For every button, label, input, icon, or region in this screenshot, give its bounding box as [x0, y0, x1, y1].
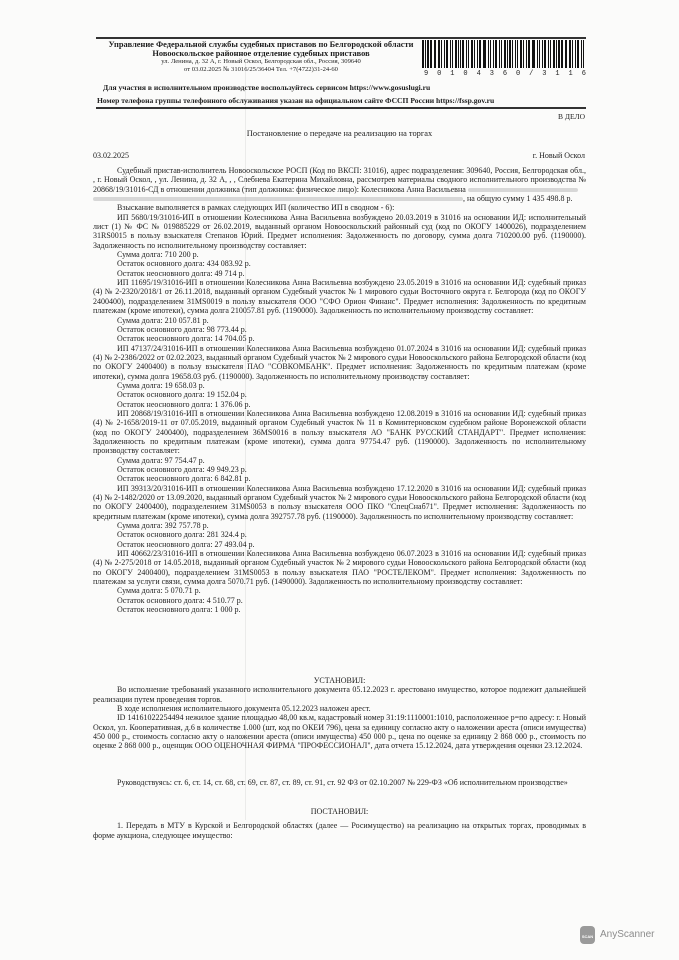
debt-sum: Сумма долга: 710 200 р.	[117, 250, 199, 260]
barcode-bar	[427, 40, 428, 68]
guided-section	[93, 778, 586, 787]
barcode-bar	[450, 40, 451, 68]
barcode-bar	[455, 40, 457, 68]
org-name: Управление Федеральной службы судебных приставов по Белгородской области	[108, 40, 414, 49]
debt-sum: Сумма долга: 392 757.78 р.	[117, 521, 209, 531]
barcode-bar	[553, 40, 555, 68]
barcode-bar	[452, 40, 453, 68]
barcode-bar	[493, 40, 494, 68]
barcode-bar	[458, 40, 459, 68]
proceeding-paragraph: ИП 20868/19/31016-ИП в отношении Колесникова Анна Васильевна возбуждено 12.08.2019 в 31016 на основании ИД: судебный приказ (4) № 2-1658/2019-11 от 07.05.2019, выданный органом Судебный участок № 11 в Коминтерновском судебном районе Воронежской области (код по ОКОГУ 2400400), подразделением 36MS0016 в пользу взыскателя АО "БАНК РУССКИЙ СТАНДАРТ". Предмет исполнения: Задолженность по кредитным платежам (кроме ипотеки), сумма долга 97754.47 руб. (1190000). Задолженность по исполнительному производству составляет:	[93, 408, 586, 456]
main-debt-remainder: Остаток основного долга: 281 324.4 р.	[117, 530, 247, 540]
established-section	[93, 676, 586, 751]
document-city: г. Новый Оскол	[532, 151, 585, 160]
barcode-digits	[424, 70, 586, 78]
barcode-digit: 1	[568, 70, 573, 78]
barcode-bar	[575, 40, 576, 68]
barcode-bar	[466, 40, 467, 68]
proceeding-paragraph: ИП 11695/19/31016-ИП в отношении Колесникова Анна Васильевна возбуждено 23.05.2019 в 31016 на основании ИД: судебный приказ (4) № 2-2320/2018/1 от 26.11.2018, выданный органом Судебный участок № 1 мирового судьи Восточного округа г. Белгорода (код по ОКОГУ 2400400), подразделением 31MS0019 в пользу взыскателя ООО "СФО Орион Финанс". Предмет исполнения: Задолженность по кредитным платежам (кроме ипотеки), сумма долга 210057.81 руб. (1190000). Задолженность по исполнительному производству составляет:	[93, 278, 586, 316]
barcode-bar	[471, 40, 473, 68]
barcode-bar	[544, 40, 546, 68]
anyscanner-logo-icon: SCAN	[580, 926, 595, 944]
barcode-bar	[512, 40, 514, 68]
guided-text: Руководствуясь: ст. 6, ст. 14, ст. 68, ст. 69, ст. 87, ст. 89, ст. 91, ст. 92 ФЗ от 02.10.2007 № 229-ФЗ «Об исполнительном производстве»	[117, 778, 568, 787]
debt-sum: Сумма долга: 5 070.71 р.	[117, 586, 201, 596]
barcode-bar	[572, 40, 573, 68]
total-sum: , на общую сумму 1 435 498.8 р.	[463, 194, 573, 204]
established-p2: В ходе исполнения исполнительного документа 05.12.2023 наложен арест.	[117, 704, 371, 714]
barcode-bar	[477, 40, 478, 68]
main-debt-remainder: Остаток основного долга: 4 510.77 р.	[117, 595, 243, 605]
barcode-bar	[507, 40, 508, 68]
resolved-item-1: 1. Передать в МТУ в Курской и Белгородской областях (далее — Росимущество) на реализацию на открытых торгах, проводимых в форме аукциона, следующее имущество:	[93, 821, 586, 840]
non-main-debt-remainder: Остаток неосновного долга: 1 376.06 р.	[117, 399, 251, 409]
non-main-debt-remainder: Остаток неосновного долга: 49 714 р.	[117, 268, 245, 278]
established-heading: УСТАНОВИЛ:	[313, 676, 366, 685]
barcode-bar	[468, 40, 469, 68]
document-body	[93, 166, 586, 615]
barcode-bar	[504, 40, 506, 68]
barcode-bar	[422, 40, 424, 68]
barcode-bar	[444, 40, 445, 68]
barcode-bar	[425, 40, 426, 68]
debt-sum: Сумма долга: 210 057.81 р.	[117, 315, 209, 325]
redacted-block	[468, 188, 578, 192]
barcode-bar	[569, 40, 571, 68]
barcode-bar	[542, 40, 543, 68]
collection-note: Взыскание выполняется в рамках следующих ИП (количество ИП в сводном - 6):	[117, 203, 395, 213]
phone-note: Номер телефона группы телефонного обслуживания указан на официальном сайте ФССП России https://fssp.gov.ru	[97, 96, 495, 105]
anyscanner-watermark: AnyScanner	[600, 929, 655, 940]
barcode-bar	[484, 40, 485, 68]
barcode-bar	[462, 40, 464, 68]
barcode-bar	[474, 40, 475, 68]
document-title: Постановление о передаче на реализацию на торгах	[246, 129, 433, 138]
non-main-debt-remainder: Остаток неосновного долга: 6 842.81 р.	[117, 474, 251, 484]
intro-text: Судебный пристав-исполнитель Новооскольское РОСП (Код по ВКСП: 31016), адрес подразделения: 309640, Россия, Белгородская обл., , г. Новый Оскол, , ул. Ленина, д. 32 А, , , Слебнева Екатерина Михайловна, рассмотрев материалы сводного исполнительного производства № 20868/19/31016-СД в отношении должника (тип должника: физическое лицо): Колесникова Анна Васильевна	[93, 166, 586, 194]
barcode-bar	[583, 40, 584, 68]
barcode-bar	[556, 40, 557, 68]
barcode-bar	[539, 40, 540, 68]
barcode-bar	[537, 40, 539, 68]
barcode-digit: 4	[476, 70, 481, 78]
debt-sum: Сумма долга: 97 754.47 р.	[117, 455, 205, 465]
barcode-bar	[495, 40, 497, 68]
barcode-digit: /	[529, 70, 534, 78]
barcode-bar	[548, 40, 549, 68]
barcode-digit: 6	[581, 70, 586, 78]
barcode-bar	[434, 40, 435, 68]
barcode-bar	[577, 40, 579, 68]
barcode-bar	[520, 40, 522, 68]
barcode-bar	[565, 40, 566, 68]
org-department: Новооскольское районное отделение судебных приставов	[152, 48, 370, 58]
intro-paragraph	[93, 166, 586, 203]
proceeding-paragraph: ИП 5680/19/31016-ИП в отношении Колесникова Анна Васильевна возбуждено 20.03.2019 в 31016 на основании ИД: исполнительный лист (1) № ФС № 019885229 от 26.02.2019, выданный органом Новооскольский районный суд (код по ОКОГУ 1400026), подразделением 31RS0015 в пользу взыскателя Степанов Юрий. Предмет исполнения: Задолженность по договору, сумма долга 710200.00 руб. (1190000). Задолженность по исполнительному производству составляет:	[93, 212, 586, 250]
document-reference: от 03.02.2025 № 31016/25/36404 Тел. +7(4722)31-24-60	[184, 66, 338, 74]
barcode-bar	[441, 40, 442, 68]
barcode-bar	[566, 40, 567, 68]
proceeding-paragraph: ИП 39313/20/31016-ИП в отношении Колесникова Анна Васильевна возбуждено 17.12.2020 в 31016 на основании ИД: судебный приказ (4) № 2-1482/2020 от 13.09.2020, выданный органом Судебный участок № 2 мирового судьи Новооскольского района Белгородской области (код по ОКОГУ 2400400), подразделением 31MS0053 в пользу взыскателя ООО ПКО "СпецСнаб71". Предмет исполнения: Задолженность по кредитным платежам (кроме ипотеки), сумма долга 392757.78 руб. (1190000). Задолженность по исполнительному производству составляет:	[93, 483, 586, 521]
header-organization	[96, 41, 426, 74]
barcode-bar	[532, 40, 533, 68]
barcode-bar	[558, 40, 559, 68]
barcode-digit: 0	[515, 70, 521, 78]
barcode-bar	[523, 40, 524, 68]
barcode-bar	[430, 40, 432, 68]
header-bottom-rule	[96, 107, 586, 109]
barcode-bar	[488, 40, 490, 68]
barcode-digit: 1	[450, 70, 455, 78]
debt-sum: Сумма долга: 19 658.03 р.	[117, 380, 205, 390]
barcode-digit: 9	[424, 70, 429, 78]
barcode-bar	[533, 40, 534, 68]
header-top-rule	[96, 37, 586, 39]
established-p3: ID 14161022254494 нежилое здание площадью 48,00 кв.м, кадастровый номер 31:19:1110001:1010, расположенное р=по адресу: г. Новый Оскол, ул. Кооперативная, д.6 в количестве 1.000 (шт, код по ОКЕИ 796), цена за единицу согласно акту о наложении ареста (описи имущества) 450 000 р., стоимость согласно акту о наложении ареста (описи имущества) 450 000 р., цена по оценке за единицу 2 868 000 р., стоимость по оценке 2 868 000 р., оценщик ООО ОЦЕНОЧНАЯ ФИРМА "ПРОФЕССИОНАЛ", дата отчета 15.12.2024, дата утверждения оценки 23.12.2024.	[93, 713, 586, 751]
org-address: ул. Ленина, д. 32 А, г. Новый Оскол, Белгородская обл., Россия, 309640	[161, 58, 361, 66]
barcode-bar	[501, 40, 502, 68]
main-debt-remainder: Остаток основного долга: 19 152.04 р.	[117, 390, 247, 400]
barcode-digit: 1	[555, 70, 560, 78]
barcode-digit: 6	[502, 70, 508, 78]
barcode-bar	[526, 40, 527, 68]
barcode-bar	[438, 40, 440, 68]
established-p1: Во исполнение требований указанного исполнительного документа 05.12.2023 г. арестовано имущество, которое подлежит дальнейшей реализации путем проведения торгов.	[93, 685, 586, 704]
barcode-bar	[446, 40, 448, 68]
non-main-debt-remainder: Остаток неосновного долга: 14 704.05 р.	[117, 334, 255, 344]
redacted-block	[93, 197, 463, 201]
barcode-digit: 0	[437, 70, 442, 78]
barcode-digit: 3	[542, 70, 547, 78]
barcode-digit: 3	[489, 70, 494, 78]
barcode-bar	[460, 40, 461, 68]
barcode-bar	[550, 40, 551, 68]
barcode-bar	[479, 40, 481, 68]
main-debt-remainder: Остаток основного долга: 49 949.23 р.	[117, 465, 247, 474]
resolved-heading: ПОСТАНОВИЛ:	[310, 807, 369, 816]
document-date: 03.02.2025	[93, 151, 129, 160]
gosuslugi-note: Для участия в исполнительном производстве воспользуйтесь сервисом https://www.gosuslugi.ru	[103, 83, 431, 92]
barcode-bar	[515, 40, 516, 68]
stamp-v-delo: В ДЕЛО	[558, 112, 585, 121]
barcode-bar	[561, 40, 563, 68]
barcode-bar	[517, 40, 518, 68]
resolved-section	[93, 807, 586, 840]
non-main-debt-remainder: Остаток неосновного долга: 1 000 р.	[117, 605, 241, 615]
barcode-bar	[499, 40, 500, 68]
proceeding-paragraph: ИП 47137/24/31016-ИП в отношении Колесникова Анна Васильевна возбуждено 01.07.2024 в 31016 на основании ИД: судебный приказ (4) № 2-2386/2022 от 02.02.2023, выданный органом Судебный участок № 2 мирового судьи Новооскольского района Белгородской области (код по ОКОГУ 2400400) в пользу взыскателя ПАО "СОВКОМБАНК". Предмет исполнения: Задолженность по кредитным платежам (кроме ипотеки), сумма долга 19658.03 руб. (1190000). Задолженность по исполнительному производству составляет:	[93, 343, 586, 381]
barcode-bar	[490, 40, 491, 68]
barcode-bar	[528, 40, 530, 68]
barcode-bar	[509, 40, 510, 68]
barcode-bar	[581, 40, 582, 68]
barcode-digit: 0	[463, 70, 468, 78]
proceeding-paragraph: ИП 40662/23/31016-ИП в отношении Колесникова Анна Васильевна возбуждено 06.07.2023 в 31016 на основании ИД: судебный приказ (4) № 2-275/2018 от 14.05.2018, выданный органом Судебный участок № 2 мирового судьи Новооскольского района Белгородской области (код по ОКОГУ 2400400), подразделением 31MS0053 в пользу взыскателя ПАО "РОСТЕЛЕКОМ". Предмет исполнения: Задолженность по платежам за услуги связи, сумма долга 5070.71 руб. (1490000). Задолженность по исполнительному производству составляет:	[93, 549, 586, 587]
main-debt-remainder: Остаток основного долга: 434 083.92 р.	[117, 259, 251, 269]
non-main-debt-remainder: Остаток неосновного долга: 27 493.04 р.	[117, 539, 255, 549]
main-debt-remainder: Остаток основного долга: 98 773.44 р.	[117, 324, 247, 334]
proceedings-list	[93, 213, 586, 615]
barcode	[422, 40, 586, 68]
barcode-bar	[435, 40, 436, 68]
barcode-bar	[483, 40, 484, 68]
